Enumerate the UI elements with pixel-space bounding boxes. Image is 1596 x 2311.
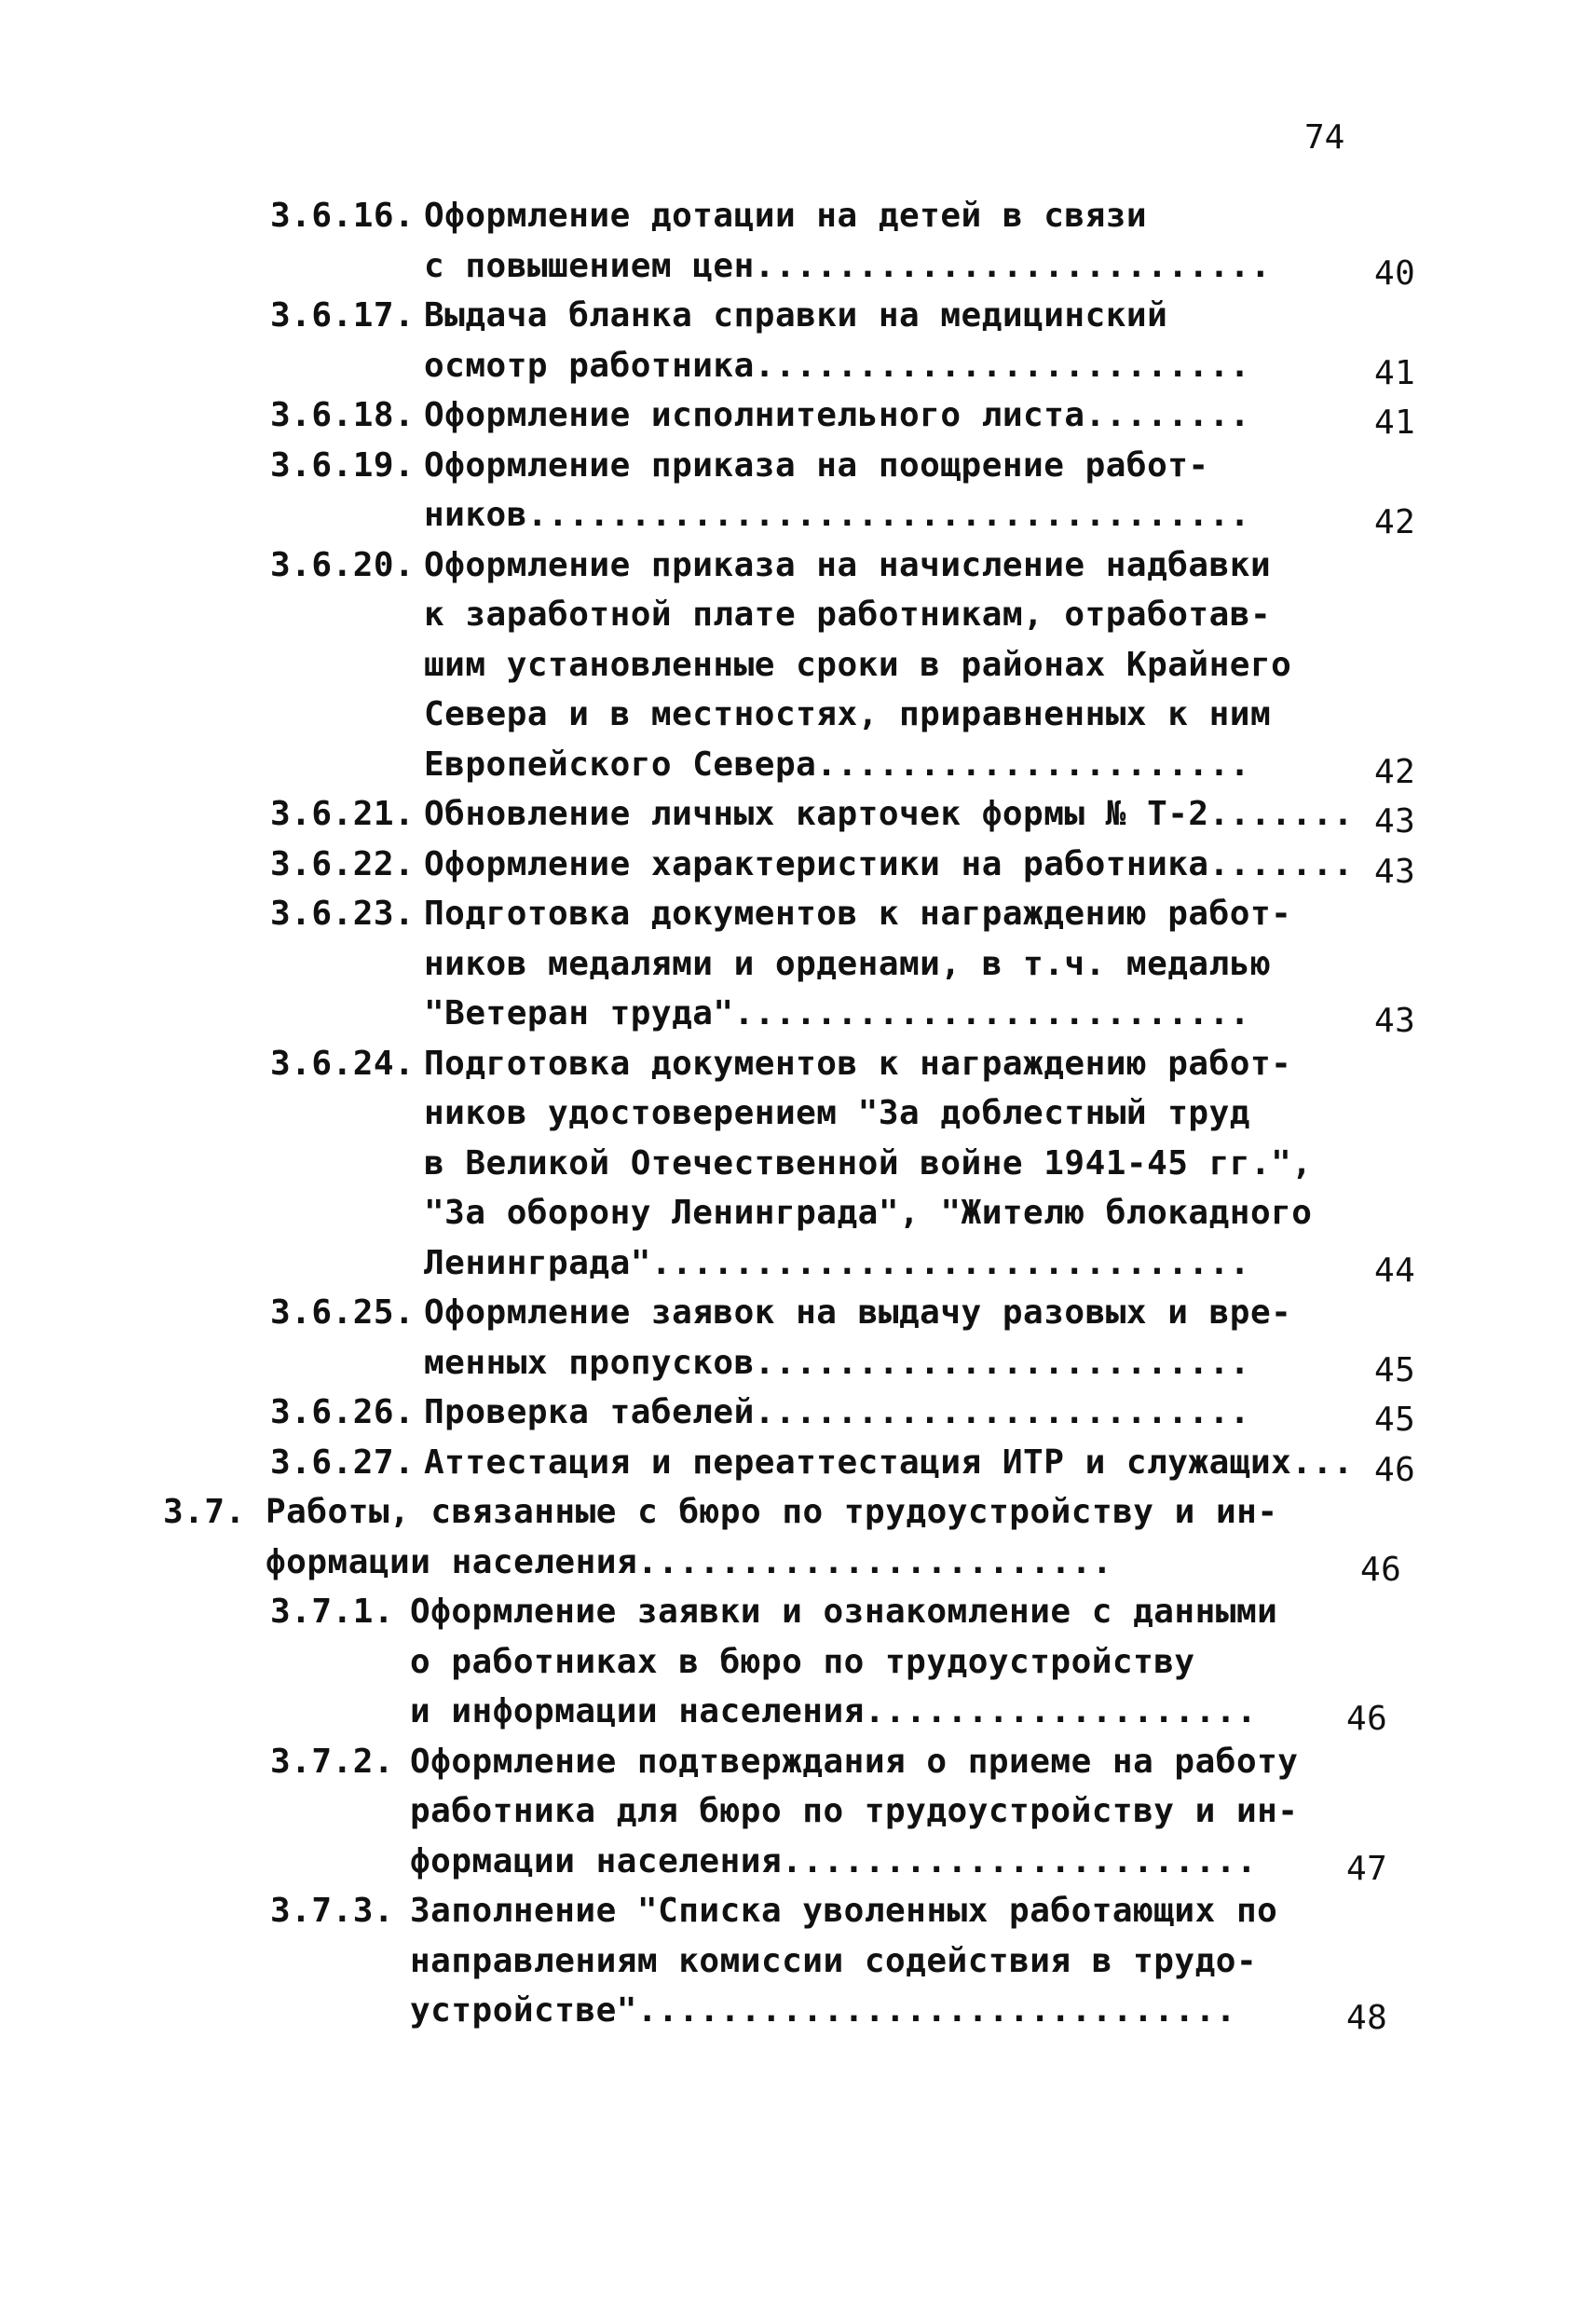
toc-entry-line <box>0 291 1596 341</box>
toc-entry-page: 48 <box>1346 1999 1388 2037</box>
toc-entry-line <box>0 1637 1596 1688</box>
toc-entry-line <box>0 1538 1596 1588</box>
toc-entry-number: 3.6.18. <box>270 396 416 434</box>
toc-entry-text: Оформление исполнительного листа........ <box>424 396 1250 434</box>
toc-entry-line <box>0 1986 1596 2036</box>
toc-entry-text: Оформление приказа на поощрение работ- <box>424 445 1209 485</box>
toc-entry-number: 3.6.19. <box>270 445 416 485</box>
toc-entry-text: шим установленные сроки в районах Крайнего <box>424 645 1292 684</box>
toc-entry-text: Ленинграда"............................. <box>424 1243 1250 1282</box>
toc-entry-page: 43 <box>1374 1002 1416 1040</box>
toc-entry-text: Оформление заявки и ознакомление с данными <box>410 1593 1278 1631</box>
toc-entry-text: осмотр работника........................ <box>424 346 1250 385</box>
toc-entry-number: 3.6.17. <box>270 296 416 335</box>
toc-entry-line <box>0 1737 1596 1787</box>
toc-entry-number: 3.7.1. <box>270 1593 395 1631</box>
toc-entry-page: 46 <box>1360 1550 1402 1589</box>
toc-entry-number: 3.6.27. <box>270 1443 416 1482</box>
toc-entry-text: Выдача бланка справки на медицинский <box>424 296 1168 335</box>
toc-entry-text: Оформление подтверждания о приеме на работу <box>410 1742 1299 1781</box>
toc-entry-number: 3.6.26. <box>270 1393 416 1431</box>
toc-entry-line <box>0 840 1596 890</box>
toc-entry-number: 3.6.23. <box>270 895 416 933</box>
toc-entry-line <box>0 1139 1596 1189</box>
toc-entry-page: 44 <box>1374 1251 1416 1290</box>
toc-entry-page: 43 <box>1374 802 1416 841</box>
toc-entry-text: к заработной плате работникам, отработав- <box>424 595 1272 634</box>
toc-entry-text: Заполнение "Списка уволенных работающих по <box>410 1892 1278 1930</box>
toc-entry-number: 3.7.3. <box>270 1892 395 1930</box>
toc-entry-page: 45 <box>1374 1401 1416 1439</box>
toc-entry-line <box>0 989 1596 1039</box>
toc-entry-text: Оформление дотации на детей в связи <box>424 197 1148 235</box>
toc-entry-line <box>0 1587 1596 1637</box>
toc-entry-line <box>0 740 1596 790</box>
toc-entry-page: 40 <box>1374 253 1416 293</box>
toc-entry-line <box>0 590 1596 640</box>
toc-entry-text: Подготовка документов к награждению работ- <box>424 895 1292 933</box>
toc-entry-line <box>0 1288 1596 1338</box>
toc-entry-line <box>0 490 1596 540</box>
toc-entry-line <box>0 441 1596 491</box>
toc-entry-text: Европейского Севера..................... <box>424 745 1250 784</box>
toc-entry-text: Севера и в местностях, приравненных к ним <box>424 695 1272 733</box>
toc-entry-number: 3.6.20. <box>270 545 416 584</box>
toc-entry-text: и информации населения................... <box>410 1692 1258 1730</box>
toc-entry-line <box>0 1687 1596 1737</box>
toc-entry-text: Оформление приказа на начисление надбавки <box>424 545 1272 584</box>
toc-entry-page: 46 <box>1346 1700 1388 1738</box>
toc-entry-number: 3.6.21. <box>270 795 416 833</box>
toc-entry-number: 3.6.25. <box>270 1293 416 1332</box>
toc-entry-line <box>0 1487 1596 1538</box>
toc-entry-page: 46 <box>1374 1450 1416 1489</box>
toc-entry-number: 3.6.24. <box>270 1044 416 1083</box>
toc-entry-text: Подготовка документов к награждению работ- <box>424 1044 1292 1083</box>
toc-entry-text: формации населения....................... <box>410 1841 1258 1880</box>
toc-entry-number: 3.7. <box>163 1493 246 1531</box>
toc-entry-text: Работы, связанные с бюро по трудоустройству и ин- <box>266 1493 1278 1531</box>
toc-entry-line <box>0 1338 1596 1388</box>
toc-entry-number: 3.7.2. <box>270 1742 395 1781</box>
toc-entry-text: о работниках в бюро по трудоустройству <box>410 1642 1195 1681</box>
toc-entry-line <box>0 889 1596 939</box>
toc-entry-line <box>0 939 1596 990</box>
toc-entry-text: Оформление характеристики на работника....... <box>424 844 1354 883</box>
toc-entry-line <box>0 1936 1596 1987</box>
toc-entry-line <box>0 1438 1596 1488</box>
toc-entry-text: с повышением цен......................... <box>424 246 1272 285</box>
toc-entry-text: менных пропусков........................ <box>424 1343 1250 1382</box>
toc-entry-page: 42 <box>1374 503 1416 541</box>
toc-entry-text: Проверка табелей........................ <box>424 1393 1250 1431</box>
toc-entry-text: ников удостоверением "За доблестный труд <box>424 1094 1250 1132</box>
toc-entry-line <box>0 1088 1596 1139</box>
toc-entry-text: Аттестация и переаттестация ИТР и служащих... <box>424 1443 1354 1482</box>
toc-entry-page: 42 <box>1374 752 1416 791</box>
toc-entry-text: направлениям комиссии содействия в трудо- <box>410 1941 1258 1980</box>
toc-entry-line <box>0 341 1596 391</box>
toc-entry-line <box>0 640 1596 691</box>
toc-entry-line <box>0 1039 1596 1089</box>
toc-entry-text: устройстве"............................. <box>410 1991 1236 2030</box>
toc-entry-text: Обновление личных карточек формы № Т-2....... <box>424 795 1354 833</box>
toc-entry-text: в Великой Отечественной войне 1941-45 гг.", <box>424 1143 1313 1183</box>
toc-entry-line <box>0 1886 1596 1936</box>
toc-entry-number: 3.6.16. <box>270 197 416 235</box>
toc-entry-line <box>0 1837 1596 1887</box>
toc-entry-page: 43 <box>1374 852 1416 891</box>
toc-entry-page: 41 <box>1374 353 1416 392</box>
toc-entry-line <box>0 1786 1596 1837</box>
toc-entry-text: "За оборону Ленинграда", "Жителю блокадного <box>424 1194 1313 1232</box>
toc-entry-line <box>0 1188 1596 1238</box>
toc-entry-line <box>0 241 1596 292</box>
toc-entry-line <box>0 1388 1596 1438</box>
toc-entry-line <box>0 1238 1596 1289</box>
page-number: 74 <box>1304 118 1345 157</box>
toc-entry-text: ников медалями и орденами, в т.ч. медалью <box>424 944 1272 983</box>
toc-entry-line <box>0 390 1596 441</box>
toc-entry-page: 41 <box>1374 403 1416 442</box>
toc-entry-text: ников................................... <box>424 496 1250 534</box>
toc-entry-page: 47 <box>1346 1849 1388 1888</box>
toc-entry-line <box>0 191 1596 241</box>
toc-entry-text: "Ветеран труда"......................... <box>424 994 1250 1032</box>
toc-entry-text: формации населения....................... <box>266 1542 1113 1581</box>
toc-entry-line <box>0 690 1596 740</box>
toc-entry-line <box>0 540 1596 591</box>
toc-entry-number: 3.6.22. <box>270 844 416 883</box>
toc-entry-line <box>0 789 1596 840</box>
toc-entry-text: работника для бюро по трудоустройству и ин- <box>410 1792 1299 1830</box>
toc-entry-page: 45 <box>1374 1350 1416 1389</box>
toc-entry-text: Оформление заявок на выдачу разовых и вре- <box>424 1293 1292 1332</box>
